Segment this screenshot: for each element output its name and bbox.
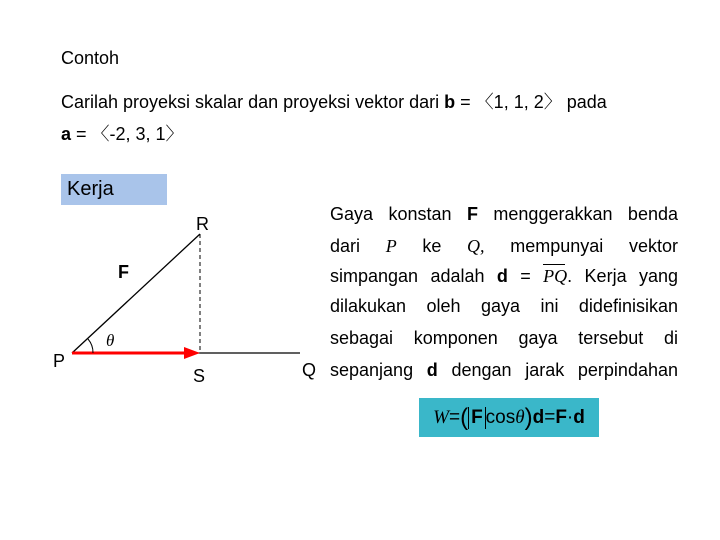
force-magnitude: F xyxy=(468,407,486,429)
displacement-symbol: d xyxy=(573,406,585,428)
slide-title: Contoh xyxy=(61,48,120,68)
work-symbol: W xyxy=(433,406,449,428)
label-P: P xyxy=(53,351,66,371)
vector-b-value: = 〈1, 1, 2〉 pada xyxy=(455,92,607,112)
paragraph-line-2 xyxy=(330,236,678,257)
label-F: F xyxy=(118,262,129,282)
problem-text: Carilah proyeksi skalar dan proyeksi vektor dari xyxy=(61,92,445,112)
paragraph-line-3 xyxy=(330,266,678,287)
work-formula-box xyxy=(419,398,599,437)
angle-arc xyxy=(88,339,93,353)
displacement-symbol: d xyxy=(496,266,508,286)
text: simpangan adalah xyxy=(330,266,485,286)
force-symbol: F xyxy=(555,406,567,428)
cos: cos xyxy=(485,406,516,428)
text: ke xyxy=(422,236,442,256)
projection-arrowhead xyxy=(184,347,200,359)
open-paren: ( xyxy=(460,403,469,431)
text: mempunyai xyxy=(510,236,604,256)
equals: = xyxy=(544,406,556,428)
force-symbol: F xyxy=(466,204,478,224)
displacement-symbol: d xyxy=(426,360,438,380)
theta: θ xyxy=(515,406,525,428)
paragraph-line-6 xyxy=(330,360,678,381)
label-S: S xyxy=(193,366,206,386)
label-Q: Q xyxy=(302,360,317,380)
label-theta: θ xyxy=(106,331,115,350)
equals: = xyxy=(507,266,544,286)
equals: = xyxy=(448,406,461,428)
vector-a: a xyxy=(61,124,72,144)
vector-PQ: PQ xyxy=(543,266,568,286)
text: menggerakkan benda xyxy=(477,204,678,224)
close-paren: ) xyxy=(524,403,533,431)
paragraph-line-1 xyxy=(330,204,678,225)
vector-a-value: = 〈-2, 3, 1〉 xyxy=(71,124,184,144)
label-R: R xyxy=(196,214,209,234)
dot-product: · xyxy=(566,406,574,428)
text: dengan jarak perpindahan xyxy=(437,360,678,380)
displacement-formula xyxy=(497,266,567,286)
point-Q: Q, xyxy=(467,236,485,256)
vector-b: b xyxy=(444,92,456,112)
displacement-symbol: d xyxy=(532,406,545,428)
paragraph-line-4: dilakukan oleh gaya ini didefinisikan xyxy=(330,296,678,316)
paragraph-line-5: sebagai komponen gaya tersebut di xyxy=(330,328,678,348)
text: sepanjang xyxy=(330,360,427,380)
text: dari xyxy=(330,236,361,256)
point-P: P xyxy=(385,236,397,256)
text: Gaya konstan xyxy=(330,204,467,224)
text: . Kerja yang xyxy=(567,266,678,286)
force-line-F xyxy=(72,234,200,353)
kerja-label: Kerja xyxy=(67,178,114,200)
text: vektor xyxy=(628,236,678,256)
